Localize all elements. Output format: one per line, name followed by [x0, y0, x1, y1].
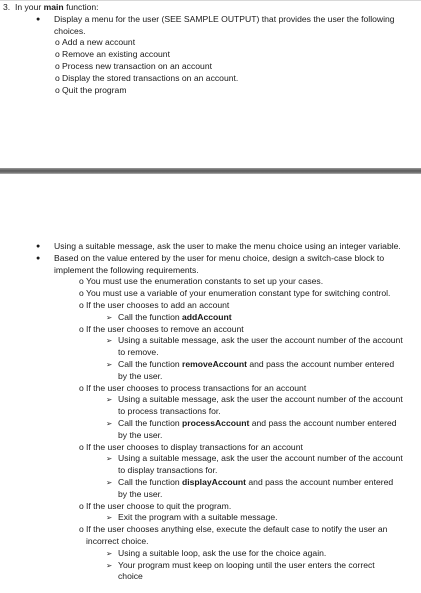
- arrow-icon: ➢: [106, 395, 113, 405]
- bullet-dot: ●: [36, 15, 41, 23]
- choice-prompt-bullet: ● Using a suitable message, ask the user to make the menu choice using an integer variable.: [36, 241, 401, 251]
- case-remove: o If the user chooses to remove an account: [79, 323, 244, 334]
- switch-bullet: ● Based on the value entered by the user for menu choice, design a switch-case block to: [36, 252, 385, 263]
- arrow-icon: ➢: [106, 454, 113, 464]
- choice-item: o Quit the program: [55, 84, 127, 95]
- case-process-step-cont: by the user.: [118, 429, 163, 440]
- case-remove-step-cont: to remove.: [118, 347, 159, 358]
- switch-case-section: [0, 241, 421, 583]
- case-process-step-cont: to process transactions for.: [118, 406, 221, 417]
- top-rule: [0, 0, 421, 1]
- case-process-step: ➢ Call the function processAccount and pass the account number entered: [106, 417, 397, 428]
- requirement-item: o You must use the enumeration constants to set up your cases.: [79, 276, 324, 287]
- case-process: o If the user chooses to process transactions for an account: [79, 382, 307, 393]
- case-quit-step: ➢ Exit the program with a suitable message.: [106, 512, 278, 523]
- arrow-icon: ➢: [106, 359, 113, 369]
- case-display-step: ➢ Using a suitable message, ask the user the account number of the account: [106, 453, 403, 464]
- case-default-step-cont: choice: [118, 571, 143, 582]
- choice-item: o Remove an existing account: [55, 49, 170, 60]
- case-display-step: ➢ Call the function displayAccount and pass the account number entered: [106, 476, 394, 487]
- bullet-dot: ●: [36, 243, 41, 250]
- arrow-icon: ➢: [106, 477, 113, 487]
- arrow-icon: ➢: [106, 418, 113, 428]
- question-heading: 3. In your main function:: [3, 2, 99, 12]
- choice-item: o Process new transaction on an account: [55, 60, 213, 71]
- choice-item: o Display the stored transactions on an account.: [55, 72, 239, 83]
- bullet-dot: ●: [36, 254, 41, 262]
- case-add: o If the user chooses to add an account: [79, 299, 230, 310]
- case-remove-step: ➢ Using a suitable message, ask the user the account number of the account: [106, 335, 403, 346]
- arrow-icon: ➢: [106, 513, 113, 523]
- arrow-icon: ➢: [106, 336, 113, 346]
- case-default-step: ➢ Using a suitable loop, ask the use for the choice again.: [106, 547, 327, 558]
- arrow-icon: ➢: [106, 560, 113, 570]
- arrow-icon: ➢: [106, 312, 113, 322]
- case-default-step: ➢ Your program must keep on looping until the user enters the correct: [106, 559, 375, 570]
- case-process-step: ➢ Using a suitable message, ask the user the account number of the account: [106, 394, 403, 405]
- case-display-step-cont: to display transactions for.: [118, 465, 218, 476]
- case-default-cont: incorrect choice.: [86, 535, 149, 546]
- main-function-section: [0, 2, 421, 96]
- switch-bullet-cont: implement the following requirements.: [54, 264, 199, 275]
- arrow-icon: ➢: [106, 548, 113, 558]
- case-default: o If the user chooses anything else, execute the default case to notify the user an: [79, 524, 388, 535]
- case-remove-step: ➢ Call the function removeAccount and pass the account number entered: [106, 358, 395, 369]
- case-display: o If the user chooses to display transactions for an account: [79, 441, 303, 452]
- menu-bullet-cont: choices.: [54, 25, 86, 36]
- menu-bullet: ● Display a menu for the user (SEE SAMPLE OUTPUT) that provides the user the following: [36, 13, 395, 24]
- case-display-step-cont: by the user.: [118, 488, 163, 499]
- question-number: 3.: [3, 2, 11, 12]
- case-remove-step-cont: by the user.: [118, 370, 163, 381]
- page-break-bar: [0, 168, 421, 174]
- choice-item: o Add a new account: [55, 37, 136, 48]
- requirement-item: o You must use a variable of your enumeration constant type for switching control.: [79, 288, 391, 299]
- case-add-step: ➢ Call the function addAccount: [106, 311, 232, 322]
- case-quit: o If the user choose to quit the program.: [79, 500, 232, 511]
